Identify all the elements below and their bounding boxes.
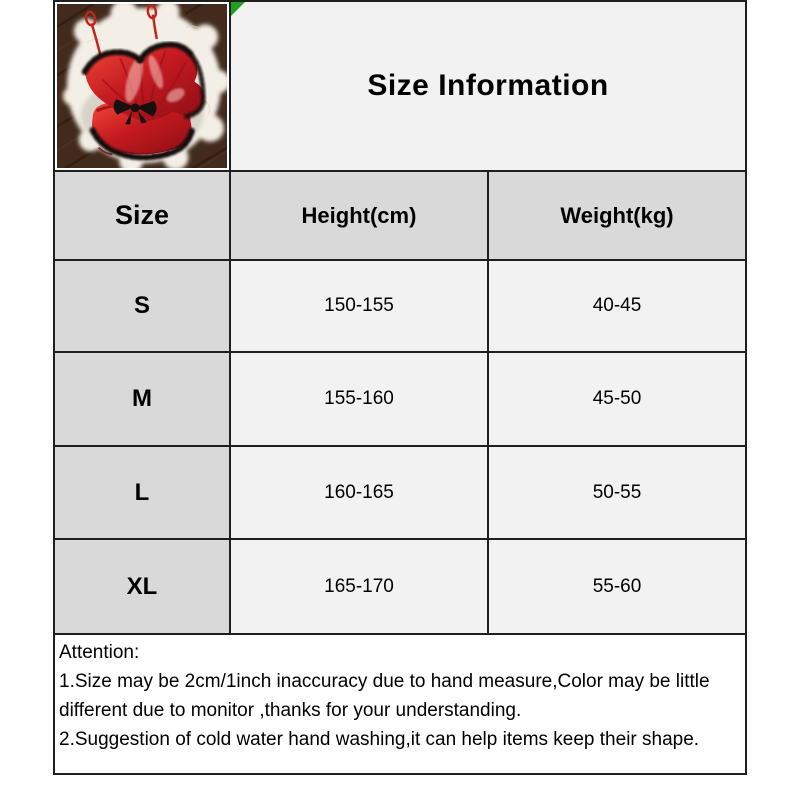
column-header-weight: Weight(kg) <box>488 171 746 260</box>
size-label: M <box>54 352 230 446</box>
size-table <box>53 0 747 775</box>
weight-value: 45-50 <box>488 352 746 446</box>
title-row <box>54 1 746 171</box>
height-value: 160-165 <box>230 446 488 539</box>
weight-value: 50-55 <box>488 446 746 539</box>
height-value: 150-155 <box>230 260 488 352</box>
size-label: S <box>54 260 230 352</box>
table-row-l <box>54 446 746 539</box>
size-label: L <box>54 446 230 539</box>
attention-item-1: 1.Size may be 2cm/1inch inaccuracy due to hand measure,Color may be little different due to monitor ,thanks for your understanding. <box>59 671 710 721</box>
table-row-s <box>54 260 746 352</box>
height-value: 155-160 <box>230 352 488 446</box>
attention-note <box>54 634 746 774</box>
attention-row <box>54 634 746 774</box>
column-header-height: Height(cm) <box>230 171 488 260</box>
weight-value: 55-60 <box>488 539 746 634</box>
attention-heading: Attention: <box>59 642 140 663</box>
column-header-size: Size <box>54 171 230 260</box>
weight-value: 40-45 <box>488 260 746 352</box>
table-row-xl <box>54 539 746 634</box>
product-photo <box>57 4 227 168</box>
product-photo-cell <box>54 1 230 171</box>
size-label: XL <box>54 539 230 634</box>
page-title: Size Information <box>367 69 609 102</box>
table-header-row <box>54 171 746 260</box>
table-row-m <box>54 352 746 446</box>
cell-corner-marker-icon <box>231 2 245 16</box>
page-title-cell <box>230 1 746 171</box>
height-value: 165-170 <box>230 539 488 634</box>
attention-item-2: 2.Suggestion of cold water hand washing,it can help items keep their shape. <box>59 729 700 750</box>
